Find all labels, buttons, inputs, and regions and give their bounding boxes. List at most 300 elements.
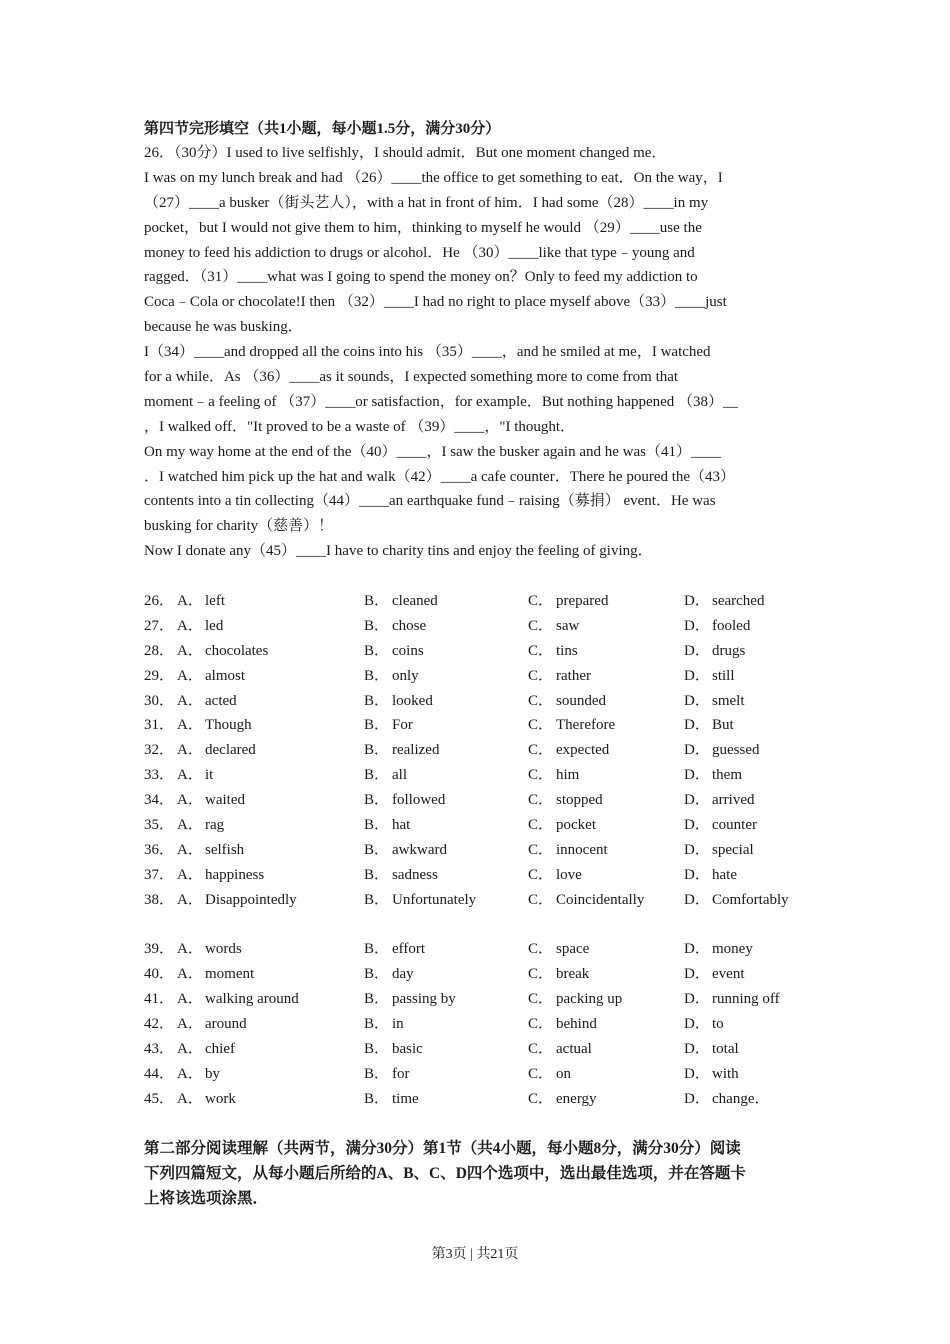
option-label: A．: [177, 667, 203, 684]
part2-line: 上将该选项涂黑．: [144, 1190, 269, 1207]
option-c: [528, 838, 608, 863]
option-text: Coincidentally: [556, 891, 645, 908]
option-a: [177, 713, 252, 738]
option-text: sounded: [556, 692, 606, 709]
passage-line: Now I donate any（45）____I have to charity tins and enjoy the feeling of giving．: [144, 543, 653, 560]
option-text: around: [205, 1016, 247, 1033]
question-row: [144, 1062, 810, 1087]
option-label: C．: [528, 1065, 554, 1082]
option-label: A．: [177, 866, 203, 883]
option-b: [364, 987, 456, 1012]
question-row: [144, 1037, 810, 1062]
option-d: [684, 1087, 769, 1112]
option-label: B．: [364, 966, 390, 983]
option-d: [684, 639, 745, 664]
option-text: declared: [205, 742, 256, 759]
option-b: [364, 788, 445, 813]
option-text: still: [712, 667, 735, 684]
option-label: A．: [177, 692, 203, 709]
option-label: D．: [684, 1041, 710, 1058]
option-b: [364, 838, 447, 863]
question-row: [144, 813, 810, 838]
option-text: happiness: [205, 866, 265, 883]
option-text: arrived: [712, 792, 755, 809]
option-c: [528, 763, 579, 788]
question-row: [144, 763, 810, 788]
passage-line: because he was busking．: [144, 319, 303, 336]
option-d: [684, 1062, 739, 1087]
option-text: total: [712, 1041, 739, 1058]
option-d: [684, 689, 745, 714]
option-d: [684, 614, 750, 639]
option-c: [528, 1012, 597, 1037]
question-number: 29．: [144, 667, 175, 684]
option-label: D．: [684, 817, 710, 834]
option-text: chief: [205, 1041, 235, 1058]
option-text: smelt: [712, 692, 745, 709]
part2-instructions: [144, 1136, 810, 1211]
option-label: B．: [364, 617, 390, 634]
option-d: [684, 813, 757, 838]
option-label: B．: [364, 1041, 390, 1058]
option-text: prepared: [556, 593, 609, 609]
option-text: tins: [556, 642, 578, 659]
option-label: C．: [528, 991, 554, 1008]
option-text: all: [392, 767, 407, 784]
option-text: followed: [392, 792, 446, 809]
option-label: C．: [528, 617, 554, 634]
option-c: [528, 614, 579, 639]
option-text: day: [392, 966, 414, 983]
option-label: C．: [528, 941, 554, 958]
option-d: [684, 763, 742, 788]
option-b: [364, 1087, 419, 1112]
option-label: A．: [177, 1041, 203, 1058]
option-a: [177, 689, 237, 714]
option-label: B．: [364, 991, 390, 1008]
option-text: awkward: [392, 841, 447, 858]
option-text: to: [712, 1016, 724, 1033]
option-text: rather: [556, 667, 591, 684]
passage-line: money to feed his addiction to drugs or alcohol．He （30）____like that type﹣young and: [144, 244, 695, 261]
option-d: [684, 788, 754, 813]
question-number: 41．: [144, 991, 175, 1008]
question-number: 38．: [144, 891, 175, 908]
option-text: time: [392, 1090, 419, 1107]
option-label: D．: [684, 866, 710, 883]
option-text: For: [392, 717, 413, 734]
option-label: C．: [528, 866, 554, 883]
option-b: [364, 589, 438, 614]
option-text: in: [392, 1016, 404, 1033]
option-text: with: [712, 1065, 739, 1082]
option-label: C．: [528, 767, 554, 784]
option-text: But: [712, 717, 734, 734]
option-label: D．: [684, 692, 710, 709]
option-text: basic: [392, 1041, 423, 1058]
option-d: [684, 1012, 724, 1037]
question-number: 45．: [144, 1090, 175, 1107]
option-text: special: [712, 841, 754, 858]
option-b: [364, 962, 414, 987]
option-b: [364, 813, 410, 838]
option-label: C．: [528, 966, 554, 983]
option-label: C．: [528, 817, 554, 834]
option-label: D．: [684, 991, 710, 1008]
question-row: [144, 1087, 810, 1112]
option-a: [177, 763, 213, 788]
option-label: A．: [177, 817, 203, 834]
option-a: [177, 962, 254, 987]
question-row: [144, 987, 810, 1012]
option-c: [528, 1062, 571, 1087]
option-label: D．: [684, 841, 710, 858]
option-label: B．: [364, 692, 390, 709]
option-a: [177, 738, 256, 763]
option-b: [364, 713, 413, 738]
option-label: C．: [528, 1041, 554, 1058]
option-b: [364, 937, 425, 962]
question-row: [144, 689, 810, 714]
option-label: D．: [684, 966, 710, 983]
question-row: [144, 664, 810, 689]
option-c: [528, 1087, 597, 1112]
option-a: [177, 838, 244, 863]
option-a: [177, 987, 299, 1012]
option-text: almost: [205, 667, 245, 684]
passage-line: I was on my lunch break and had （26）____the office to get something to eat．On the way，I: [144, 169, 723, 186]
option-text: effort: [392, 941, 426, 958]
question-number: 39．: [144, 941, 175, 958]
option-text: looked: [392, 692, 433, 709]
option-label: B．: [364, 717, 390, 734]
option-text: event: [712, 966, 745, 983]
option-label: A．: [177, 617, 203, 634]
option-c: [528, 788, 603, 813]
question-number: 32．: [144, 742, 175, 759]
passage-line: for a while．As （36）____as it sounds，I expected something more to come from that: [144, 369, 679, 386]
option-a: [177, 639, 268, 664]
option-label: C．: [528, 1016, 554, 1033]
option-text: cleaned: [392, 593, 438, 609]
option-text: Unfortunately: [392, 891, 477, 908]
option-text: work: [205, 1090, 236, 1107]
question-number: 31．: [144, 717, 175, 734]
option-label: C．: [528, 742, 554, 759]
option-label: B．: [364, 817, 390, 834]
option-text: energy: [556, 1090, 597, 1107]
option-label: A．: [177, 717, 203, 734]
option-a: [177, 589, 225, 614]
option-text: Though: [205, 717, 252, 734]
option-text: guessed: [712, 742, 760, 759]
option-c: [528, 589, 608, 614]
part2-line: 下列四篇短文，从每小题后所给的A、B、C、D四个选项中，选出最佳选项，并在答题卡: [144, 1165, 746, 1182]
option-label: C．: [528, 792, 554, 809]
option-label: A．: [177, 1065, 203, 1082]
option-label: A．: [177, 841, 203, 858]
option-label: B．: [364, 1016, 390, 1033]
option-text: stopped: [556, 792, 603, 809]
option-label: C．: [528, 891, 554, 908]
option-text: left: [205, 593, 225, 609]
option-label: A．: [177, 593, 203, 609]
question-row: [144, 788, 810, 813]
option-text: only: [392, 667, 419, 684]
option-label: B．: [364, 1065, 390, 1082]
option-c: [528, 888, 644, 913]
question-row: [144, 614, 810, 639]
option-a: [177, 888, 297, 913]
option-text: sadness: [392, 866, 438, 883]
option-label: C．: [528, 593, 554, 609]
option-b: [364, 639, 424, 664]
option-c: [528, 664, 591, 689]
option-text: it: [205, 767, 214, 784]
passage-line: pocket，but I would not give them to him，thinking to myself he would （29）____use the: [144, 219, 702, 236]
option-label: B．: [364, 841, 390, 858]
option-label: D．: [684, 1065, 710, 1082]
option-label: D．: [684, 667, 710, 684]
option-a: [177, 1062, 220, 1087]
question-row: [144, 838, 810, 863]
option-label: B．: [364, 792, 390, 809]
option-label: D．: [684, 891, 710, 908]
option-label: A．: [177, 1016, 203, 1033]
option-text: innocent: [556, 841, 608, 858]
option-b: [364, 738, 439, 763]
option-text: for: [392, 1065, 410, 1082]
option-text: counter: [712, 817, 757, 834]
option-c: [528, 689, 606, 714]
option-label: A．: [177, 966, 203, 983]
option-label: B．: [364, 941, 390, 958]
option-label: C．: [528, 1090, 554, 1107]
question-number: 43．: [144, 1041, 175, 1058]
section-title: 第四节完形填空（共1小题，每小题1.5分，满分30分）: [144, 121, 501, 137]
option-text: rag: [205, 817, 225, 834]
option-b: [364, 1012, 404, 1037]
option-label: C．: [528, 692, 554, 709]
option-text: actual: [556, 1041, 592, 1058]
passage-line: ragged．（31）____what was I going to spend the money on？Only to feed my addiction to: [144, 269, 698, 286]
option-text: expected: [556, 742, 610, 759]
option-text: selfish: [205, 841, 245, 858]
question-number: 44．: [144, 1065, 175, 1082]
question-number: 30．: [144, 692, 175, 709]
option-d: [684, 962, 744, 987]
option-text: searched: [712, 593, 765, 609]
passage-line: （27）____a busker（街头艺人），with a hat in front of him．I had some（28）____in my: [144, 194, 709, 211]
passage-line: 26．（30分）I used to live selfishly，I should admit．But one moment changed me．: [144, 145, 667, 161]
option-text: space: [556, 941, 590, 958]
option-c: [528, 937, 589, 962]
option-text: hate: [712, 866, 737, 883]
option-label: C．: [528, 717, 554, 734]
option-label: B．: [364, 866, 390, 883]
option-d: [684, 888, 800, 913]
option-text: on: [556, 1065, 571, 1082]
option-b: [364, 689, 433, 714]
option-d: [684, 937, 753, 962]
option-text: coins: [392, 642, 424, 659]
passage-line: On my way home at the end of the（40）____，I saw the busker again and he was（41）____: [144, 443, 721, 460]
question-number: 35．: [144, 817, 175, 834]
option-label: C．: [528, 841, 554, 858]
passage-line: contents into a tin collecting（44）____an earthquake fund﹣raising（募捐） event．He was: [144, 493, 716, 510]
option-c: [528, 639, 578, 664]
option-label: D．: [684, 642, 710, 659]
option-label: B．: [364, 1090, 390, 1107]
option-label: A．: [177, 1090, 203, 1107]
option-label: B．: [364, 742, 390, 759]
option-d: [684, 987, 780, 1012]
question-number: 42．: [144, 1016, 175, 1033]
option-b: [364, 664, 419, 689]
passage-line: I（34）____and dropped all the coins into his （35）____，and he smiled at me，I watched: [144, 344, 711, 361]
option-label: B．: [364, 593, 390, 609]
option-label: A．: [177, 891, 203, 908]
question-row: [144, 738, 810, 763]
question-number: 28．: [144, 642, 175, 659]
passage-line: busking for charity（慈善）！: [144, 518, 334, 535]
option-text: walking around: [205, 991, 299, 1008]
option-label: D．: [684, 767, 710, 784]
option-d: [684, 713, 734, 738]
option-c: [528, 713, 615, 738]
question-number: 37．: [144, 866, 175, 883]
option-label: D．: [684, 593, 710, 609]
option-text: by: [205, 1065, 220, 1082]
question-row: [144, 713, 810, 738]
option-label: B．: [364, 667, 390, 684]
question-row: [144, 888, 810, 938]
option-c: [528, 738, 609, 763]
option-b: [364, 1037, 423, 1062]
part2-line: 第二部分阅读理解（共两节，满分30分）第1节（共4小题，每小题8分，满分30分）阅读: [144, 1140, 741, 1157]
option-text: love: [556, 866, 582, 883]
option-c: [528, 863, 582, 888]
question-number: 36．: [144, 841, 175, 858]
option-label: A．: [177, 792, 203, 809]
option-label: D．: [684, 1016, 710, 1033]
option-label: B．: [364, 767, 390, 784]
option-label: C．: [528, 667, 554, 684]
option-c: [528, 813, 596, 838]
option-label: D．: [684, 617, 710, 634]
option-d: [684, 838, 754, 863]
question-row: [144, 937, 810, 962]
passage-line: moment﹣a feeling of （37）____or satisfaction，for example．But nothing happened （38）__: [144, 393, 739, 410]
option-label: B．: [364, 642, 390, 659]
option-label: D．: [684, 717, 710, 734]
option-label: C．: [528, 642, 554, 659]
passage-line: ．I watched him pick up the hat and walk（42）____a cafe counter．There he poured the（43）: [144, 468, 736, 485]
option-d: [684, 738, 760, 763]
option-a: [177, 788, 245, 813]
option-text: drugs: [712, 642, 746, 659]
option-a: [177, 664, 245, 689]
option-b: [364, 763, 407, 788]
option-text: waited: [205, 792, 245, 809]
option-text: Comfortably: [712, 891, 789, 908]
option-text: acted: [205, 692, 237, 709]
option-text: realized: [392, 742, 440, 759]
question-row: [144, 589, 810, 614]
option-text: packing up: [556, 991, 623, 1008]
option-text: saw: [556, 617, 580, 634]
option-a: [177, 813, 224, 838]
option-text: break: [556, 966, 590, 983]
option-text: behind: [556, 1016, 597, 1033]
question-number: 27．: [144, 617, 175, 634]
option-label: A．: [177, 742, 203, 759]
option-text: hat: [392, 817, 411, 834]
option-text: him: [556, 767, 580, 784]
option-text: Therefore: [556, 717, 616, 734]
option-text: Disappointedly: [205, 891, 297, 908]
option-text: led: [205, 617, 224, 634]
option-d: [684, 664, 735, 689]
option-label: A．: [177, 642, 203, 659]
option-a: [177, 937, 242, 962]
question-number: 26．: [144, 593, 175, 609]
cloze-passage: [144, 141, 810, 564]
option-text: running off: [712, 991, 780, 1008]
option-text: pocket: [556, 817, 596, 834]
option-d: [684, 1037, 739, 1062]
option-text: them: [712, 767, 742, 784]
option-text: words: [205, 941, 242, 958]
question-row: [144, 962, 810, 987]
option-label: D．: [684, 742, 710, 759]
question-row: [144, 639, 810, 664]
option-b: [364, 863, 438, 888]
option-label: D．: [684, 792, 710, 809]
question-number: 40．: [144, 966, 175, 983]
option-label: A．: [177, 941, 203, 958]
option-text: fooled: [712, 617, 751, 634]
option-c: [528, 1037, 592, 1062]
passage-line: Coca﹣Cola or chocolate!I then （32）____I had no right to place myself above（33）____just: [144, 294, 727, 311]
option-a: [177, 1012, 247, 1037]
option-text: passing by: [392, 991, 456, 1008]
option-d: [684, 863, 737, 888]
question-row: [144, 1012, 810, 1037]
option-label: D．: [684, 1090, 710, 1107]
question-number: 34．: [144, 792, 175, 809]
option-a: [177, 614, 223, 639]
option-a: [177, 863, 264, 888]
option-text: chose: [392, 617, 427, 634]
options-table: [144, 589, 810, 1112]
option-text: moment: [205, 966, 255, 983]
question-row: [144, 863, 810, 888]
page-footer: 第3页 | 共21页: [431, 1247, 519, 1262]
option-c: [528, 987, 622, 1012]
option-label: A．: [177, 991, 203, 1008]
option-text: money: [712, 941, 753, 958]
question-number: 33．: [144, 767, 175, 784]
option-c: [528, 962, 589, 987]
option-b: [364, 888, 476, 913]
option-label: A．: [177, 767, 203, 784]
option-b: [364, 1062, 410, 1087]
passage-line: ，I walked off．"It proved to be a waste of （39）____，"I thought．: [144, 418, 576, 435]
option-a: [177, 1037, 235, 1062]
option-a: [177, 1087, 236, 1112]
option-d: [684, 589, 764, 614]
